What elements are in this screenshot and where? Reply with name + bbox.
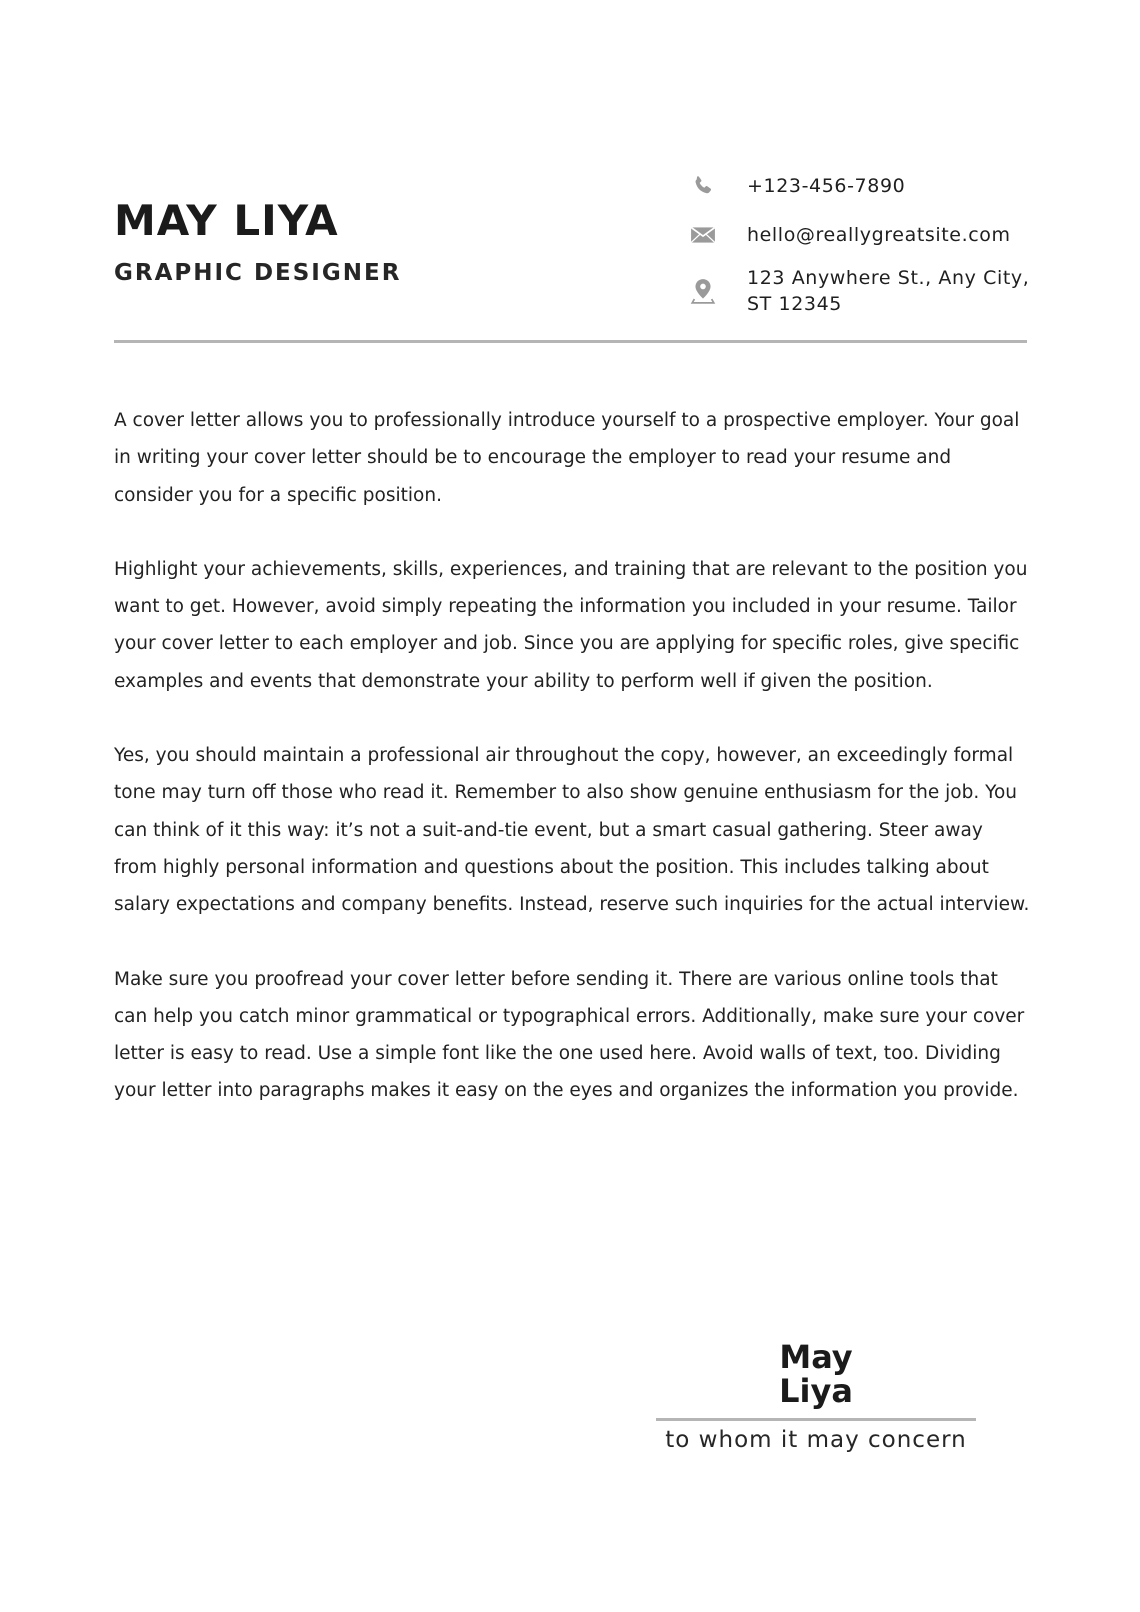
header-divider (114, 340, 1027, 343)
applicant-role: GRAPHIC DESIGNER (114, 260, 402, 286)
signature-block (656, 1340, 976, 1455)
signature-name: May Liya (779, 1338, 853, 1410)
phone-text: +123-456-7890 (747, 175, 906, 197)
body-paragraph-4: Make sure you proofread your cover letter before sending it. There are various online tools that can help you catch minor grammatical or typographical errors. Additionally, make sure your cover letter is easy to read. Use a simple font like the one used here. Avoid walls of text, too. Dividing your letter into paragraphs makes it easy on the eyes and organizes the information you provide. (114, 968, 1025, 1102)
envelope-icon (690, 224, 716, 250)
phone-icon (690, 173, 716, 199)
body-paragraph-2: Highlight your achievements, skills, experiences, and training that are relevant to the position you want to get. However, avoid simply repeating the information you included in your resume. Tailor your cover letter to each employer and job. Since you are applying for specific roles, give specific examples and events that demonstrate your ability to perform well if given the position. (114, 558, 1028, 692)
body-paragraph-3: Yes, you should maintain a professional air throughout the copy, however, an exceedingly formal tone may turn off those who read it. Remember to also show genuine enthusiasm for the job. You can think of it this way: it’s not a suit-and-tie event, but a smart casual gathering. Steer away from highly personal information and questions about the position. This includes talking about salary expectations and company benefits. Instead, reserve such inquiries for the actual interview. (114, 745, 1030, 916)
address-text: 123 Anywhere St., Any City, ST 12345 (747, 267, 1030, 315)
letter-body (114, 402, 1030, 1147)
signature-caption: to whom it may concern (665, 1427, 967, 1453)
email-text: hello@reallygreatsite.com (747, 224, 1011, 246)
signature-line (656, 1418, 976, 1421)
applicant-name: MAY LIYA (114, 196, 339, 245)
location-pin-icon (690, 277, 716, 303)
body-paragraph-1: A cover letter allows you to professionally introduce yourself to a prospective employer. Your goal in writing your cover letter should be to encourage the employer to read your resume and consider you for a specific position. (114, 410, 1020, 506)
